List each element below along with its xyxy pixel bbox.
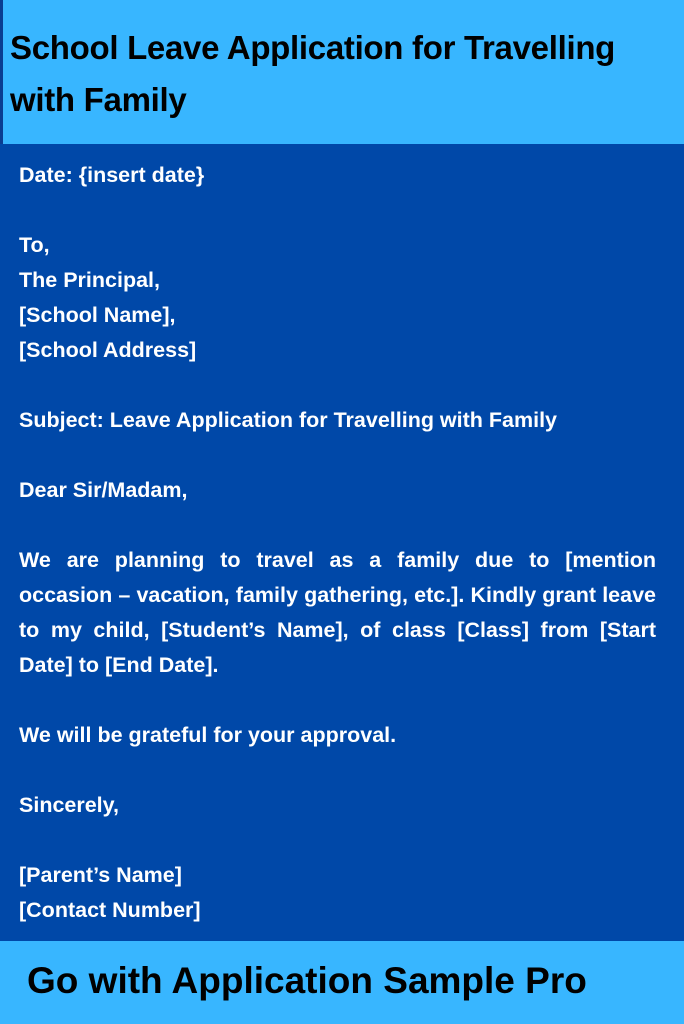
- letter-body: [0, 144, 684, 941]
- recipient-line: The Principal,: [19, 268, 160, 292]
- school-address-line: [School Address]: [19, 338, 197, 362]
- recipient-block: [19, 228, 656, 368]
- footer-banner: [0, 941, 684, 1024]
- to-line: To,: [19, 233, 50, 257]
- gratitude-line: We will be grateful for your approval.: [19, 723, 397, 747]
- signature-block: [19, 858, 656, 928]
- contact-number-line: [Contact Number]: [19, 898, 201, 922]
- body-paragraph: We are planning to travel as a family due to [mention occasion – vacation, family gathering, etc.]. Kindly grant leave to my child, [Student’s Name], of class [Class] from [Start Date] to [End Date].: [19, 548, 656, 677]
- school-name-line: [School Name],: [19, 303, 176, 327]
- page-title: School Leave Application for Travelling with Family: [10, 29, 616, 118]
- footer-tagline: Go with Application Sample Pro: [27, 960, 587, 1001]
- date-line: Date: {insert date}: [19, 163, 205, 187]
- parent-name-line: [Parent’s Name]: [19, 863, 182, 887]
- closing-line: Sincerely,: [19, 793, 119, 817]
- salutation-line: Dear Sir/Madam,: [19, 478, 188, 502]
- title-banner: [0, 0, 684, 144]
- subject-line: Subject: Leave Application for Travelling with Family: [19, 408, 558, 432]
